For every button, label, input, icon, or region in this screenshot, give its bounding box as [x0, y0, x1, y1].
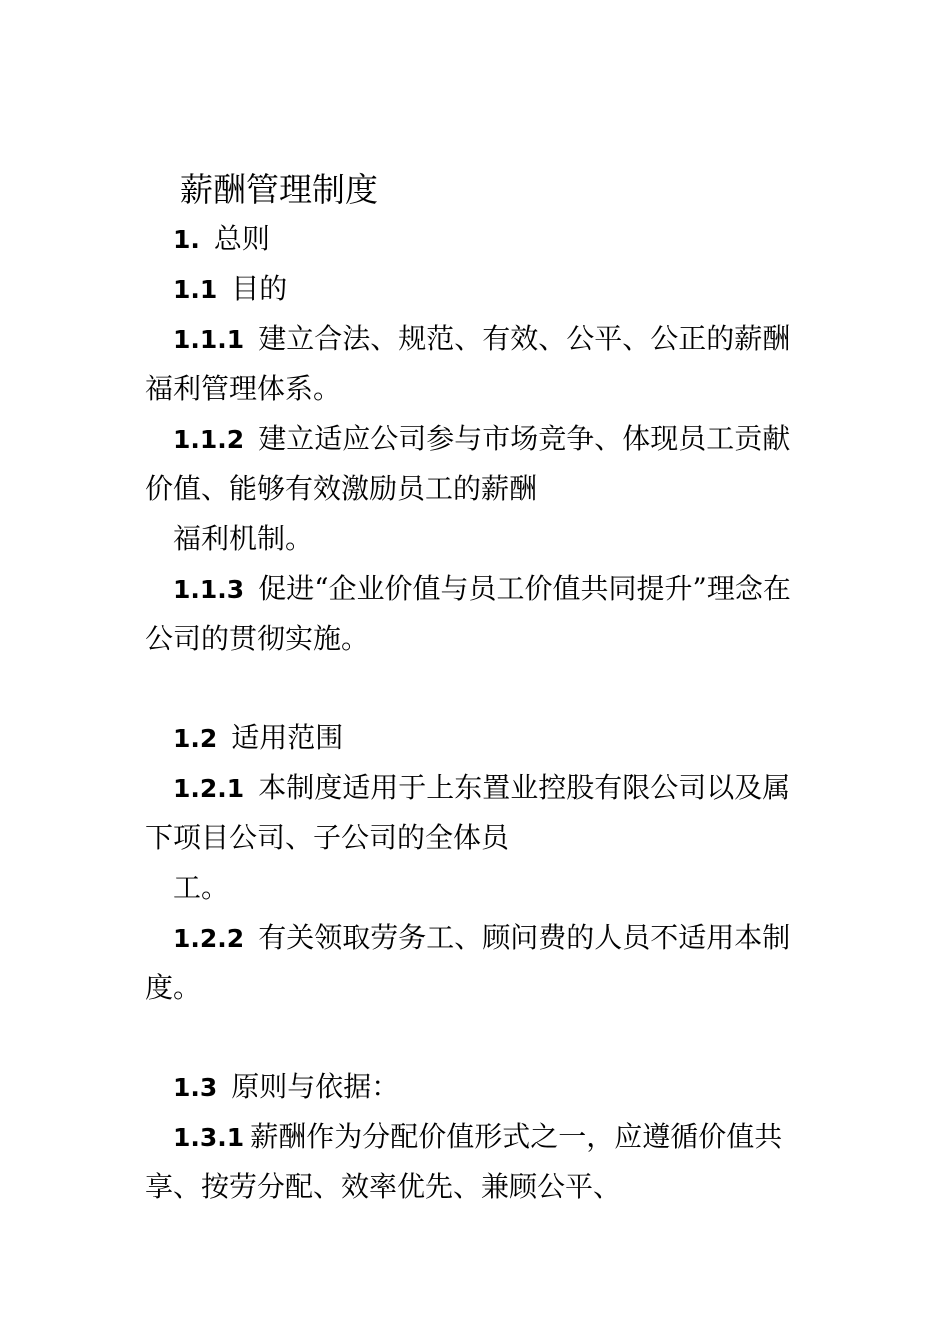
paragraph-line — [145, 314, 873, 364]
clause-number: 1.1.3 — [173, 575, 245, 604]
clause-number: 1.3.1 — [173, 1123, 245, 1152]
clause-number: 1.1.2 — [173, 425, 245, 454]
section-heading — [145, 264, 873, 314]
clause-text: 价值、能够有效激励员工的薪酬 — [145, 472, 538, 505]
section-text: 原则与依据： — [231, 1070, 400, 1103]
section-number: 1.1 — [173, 275, 218, 304]
section-number: 1.2 — [173, 724, 218, 753]
clause-text: 福利管理体系。 — [145, 372, 342, 405]
clause-text: 工。 — [173, 871, 230, 904]
clause-text: 福利机制。 — [173, 522, 314, 555]
paragraph-line — [145, 414, 873, 464]
clause-text: 公司的贯彻实施。 — [145, 622, 370, 655]
paragraph-line — [145, 464, 845, 514]
paragraph-line — [145, 913, 873, 963]
section-text: 总则 — [213, 222, 270, 255]
clause-text: 薪酬作为分配价值形式之一，应遵循价值共 — [250, 1120, 783, 1153]
section-heading — [145, 1062, 873, 1112]
clause-number: 1.1.1 — [173, 325, 245, 354]
section-heading — [145, 713, 873, 763]
paragraph-line — [145, 863, 873, 913]
clause-number: 1.2.2 — [173, 924, 245, 953]
paragraph-line — [145, 364, 845, 414]
section-text: 适用范围 — [231, 721, 344, 754]
section-text: 目的 — [231, 272, 288, 305]
clause-number: 1.2.1 — [173, 774, 245, 803]
document-title: 薪酬管理制度 — [180, 170, 378, 209]
paragraph-line — [145, 763, 873, 813]
clause-text: 本制度适用于上东置业控股有限公司以及属 — [258, 771, 791, 804]
clause-text: 有关领取劳务工、顾问费的人员不适用本制 — [258, 921, 791, 954]
paragraph-line — [145, 614, 845, 664]
clause-text: 下项目公司、子公司的全体员 — [145, 821, 510, 854]
paragraph-line — [145, 813, 845, 863]
section-heading — [145, 214, 873, 264]
paragraph-line — [145, 963, 845, 1013]
paragraph-line — [145, 564, 873, 614]
clause-text: 享、按劳分配、效率优先、兼顾公平、 — [145, 1170, 622, 1203]
paragraph-line — [145, 1162, 845, 1212]
paragraph-line — [145, 514, 873, 564]
clause-text: 建立合法、规范、有效、公平、公正的薪酬 — [258, 322, 791, 355]
clause-text: 度。 — [145, 971, 202, 1004]
section-number: 1. — [173, 225, 200, 254]
section-number: 1.3 — [173, 1073, 218, 1102]
clause-text: 促进“企业价值与员工价值共同提升”理念在 — [258, 572, 791, 605]
clause-text: 建立适应公司参与市场竞争、体现员工贡献 — [258, 422, 791, 455]
paragraph-line — [145, 1112, 873, 1162]
